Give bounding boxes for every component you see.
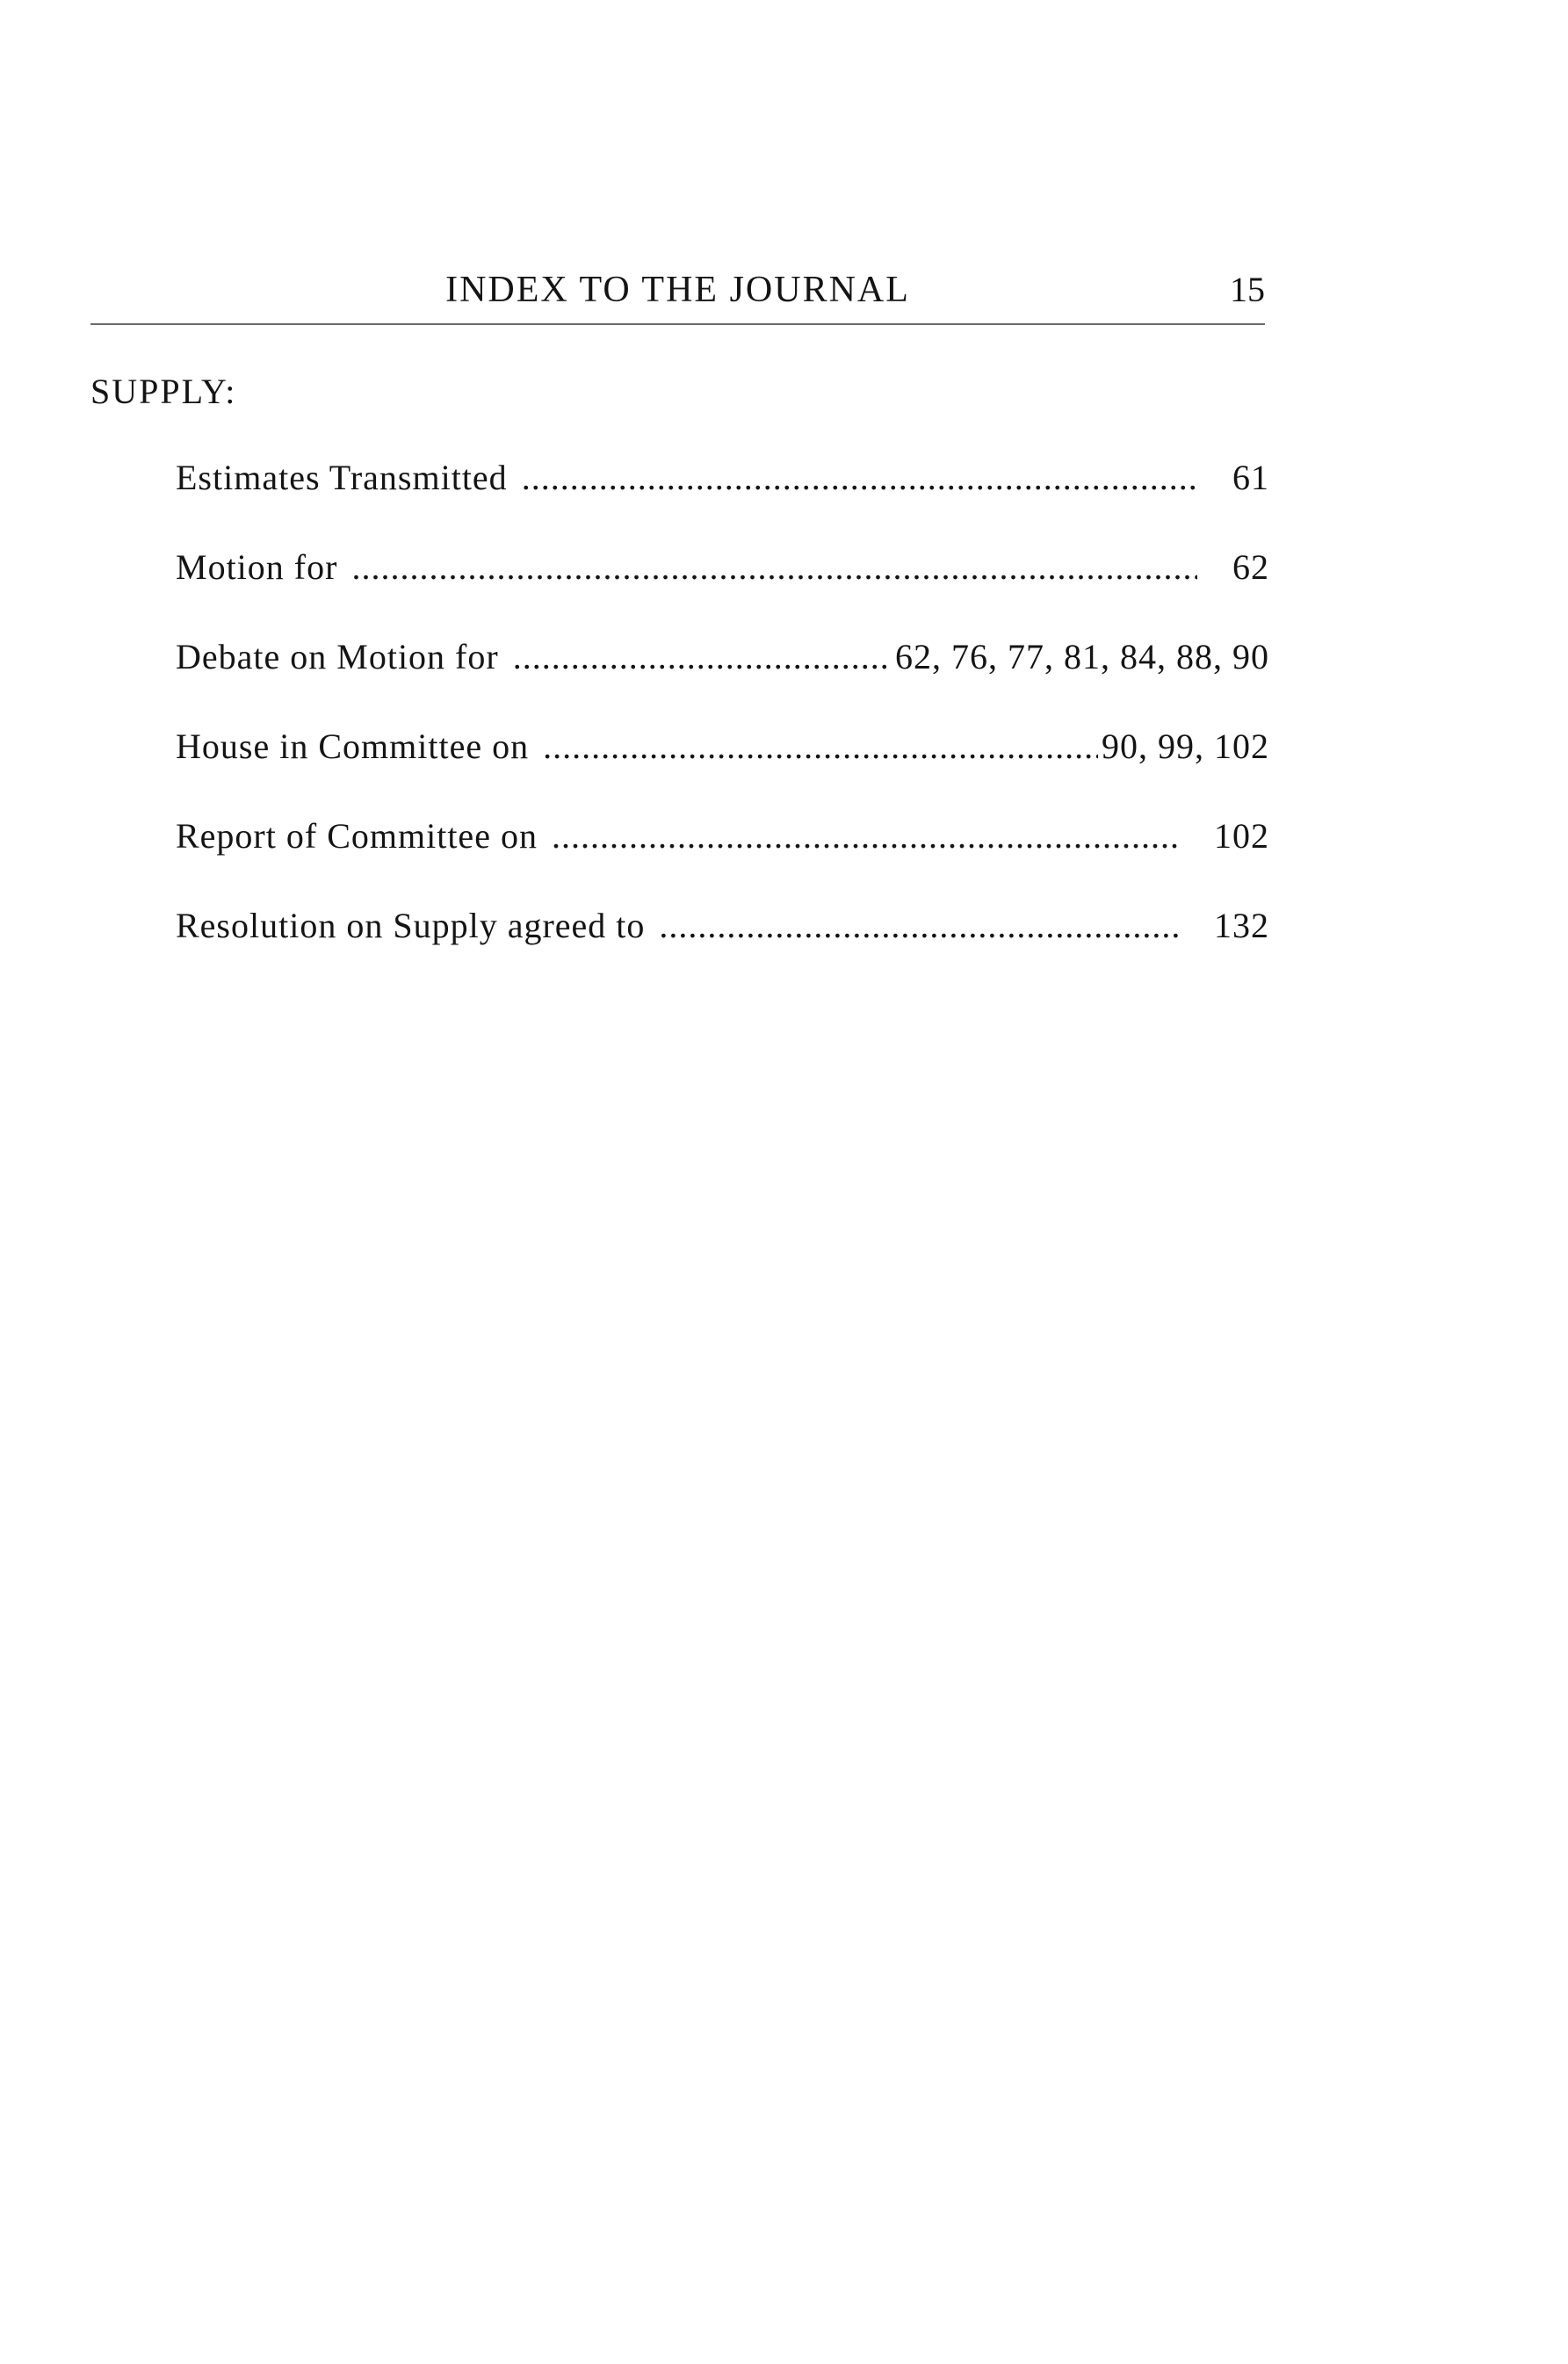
entry-pages: 102 <box>1214 816 1269 856</box>
dot-leader <box>552 812 1179 861</box>
entry-pages: 61 <box>1232 458 1269 497</box>
entry-label: Resolution on Supply agreed to <box>176 906 646 945</box>
entry-label: Report of Committee on <box>176 816 538 856</box>
dot-leader <box>543 722 1098 771</box>
entry-pages: 132 <box>1214 906 1269 945</box>
running-head <box>90 264 1265 316</box>
index-entry <box>176 453 1269 543</box>
index-entry <box>176 722 1269 812</box>
entry-pages: 62 <box>1232 547 1269 587</box>
dot-leader <box>513 633 892 682</box>
running-title: INDEX TO THE JOURNAL <box>445 270 910 310</box>
header-rule <box>90 323 1265 325</box>
index-entry <box>176 543 1269 633</box>
index-entry <box>176 901 1269 991</box>
dot-leader <box>659 901 1179 951</box>
entry-pages: 90, 99, 102 <box>1102 727 1269 766</box>
entry-label: Estimates Transmitted <box>176 458 508 497</box>
section-heading: SUPPLY: <box>90 372 237 411</box>
entry-label: Debate on Motion for <box>176 637 499 676</box>
entry-pages: 62, 76, 77, 81, 84, 88, 90 <box>895 637 1269 676</box>
entry-label: House in Committee on <box>176 727 530 766</box>
dot-leader <box>522 453 1197 502</box>
index-entries <box>176 453 1269 991</box>
index-entry <box>176 633 1269 722</box>
dot-leader <box>351 543 1197 592</box>
page-number: 15 <box>1230 270 1265 309</box>
entry-label: Motion for <box>176 547 338 587</box>
index-entry <box>176 812 1269 901</box>
